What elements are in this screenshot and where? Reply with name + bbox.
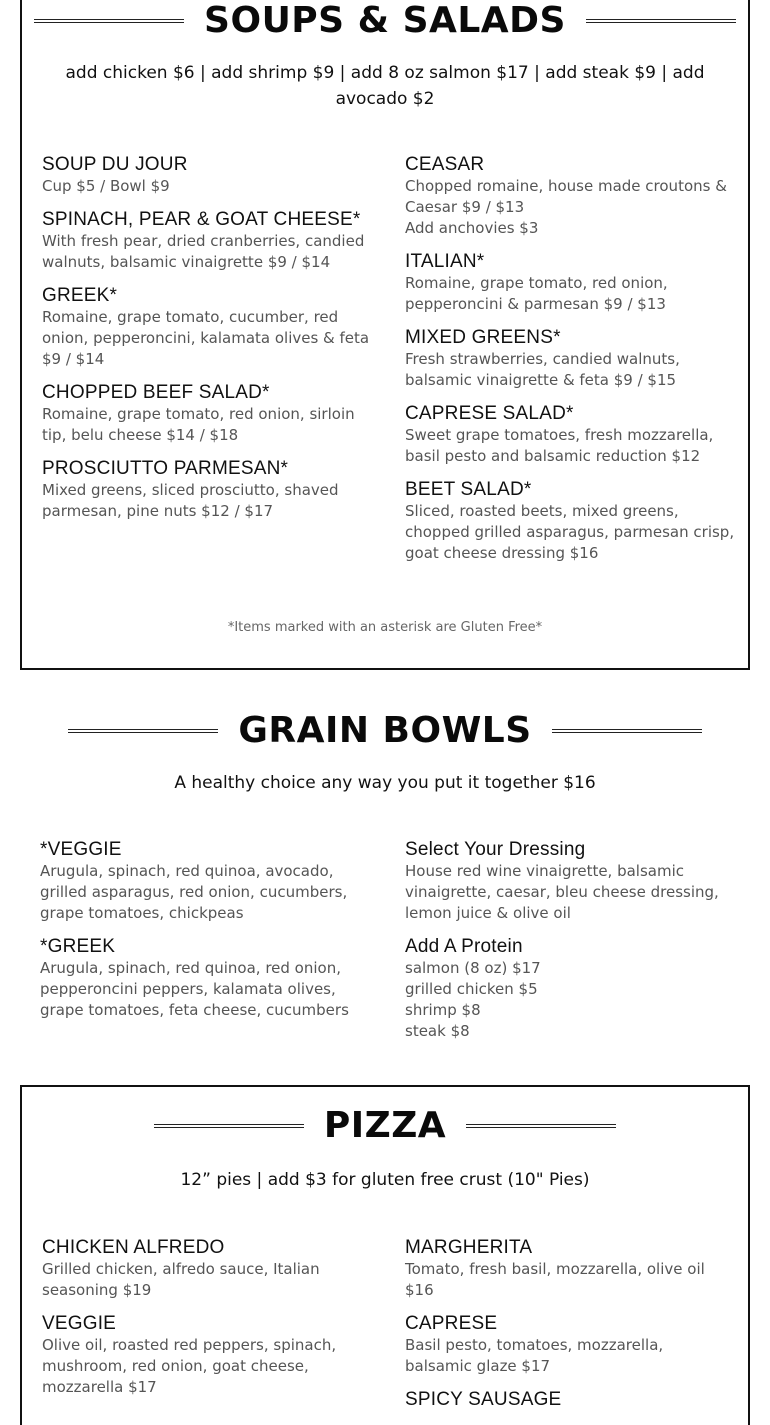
- title-rule-right: [552, 729, 702, 733]
- item-name: Add A Protein: [405, 936, 523, 957]
- menu-item: [405, 1389, 725, 1411]
- menu-item: [42, 285, 372, 370]
- soups-subtitle: add chicken $6 | add shrimp $9 | add 8 oz salmon $17 | add steak $9 | add avocado $2: [65, 63, 705, 109]
- item-name: *VEGGIE: [40, 839, 122, 860]
- item-name: VEGGIE: [42, 1313, 117, 1334]
- menu-item: [42, 1237, 372, 1301]
- item-description: Chopped romaine, house made croutons & Caesar $9 / $13: [405, 177, 727, 216]
- pizza-section: [20, 1085, 750, 1425]
- soups-title: SOUPS & SALADS: [204, 0, 566, 41]
- menu-item: [42, 209, 372, 273]
- title-rule-right: [466, 1124, 616, 1128]
- item-description: Fresh strawberries, candied walnuts, balsamic vinaigrette & feta $9 / $15: [405, 350, 680, 389]
- menu-item: [405, 1313, 725, 1377]
- bowls-right-column: [405, 839, 725, 1054]
- item-description: Grilled chicken, alfredo sauce, Italian seasoning $19: [42, 1260, 320, 1299]
- title-rule-right: [586, 19, 736, 23]
- item-name: CAPRESE: [405, 1313, 498, 1334]
- item-description: Arugula, spinach, red quinoa, red onion, pepperoncini peppers, kalamata olives, grape tomatoes, feta cheese, cucumbers: [40, 959, 349, 1019]
- protein-option: grilled chicken $5: [405, 980, 538, 998]
- item-description: Sweet grape tomatoes, fresh mozzarella, basil pesto and balsamic reduction $12: [405, 426, 714, 465]
- item-name: GREEK*: [42, 285, 118, 306]
- pizza-subtitle: 12” pies | add $3 for gluten free crust (10" Pies): [180, 1170, 590, 1190]
- item-name: CAPRESE SALAD*: [405, 403, 574, 424]
- protein-option: steak $8: [405, 1022, 470, 1040]
- item-description: With fresh pear, dried cranberries, candied walnuts, balsamic vinaigrette $9 / $14: [42, 232, 365, 271]
- item-name: CHICKEN ALFREDO: [42, 1237, 225, 1258]
- item-description: House red wine vinaigrette, balsamic vinaigrette, caesar, bleu cheese dressing, lemon juice & olive oil: [405, 862, 719, 922]
- menu-item: [40, 839, 370, 924]
- menu-item: [405, 839, 725, 924]
- item-name: MARGHERITA: [405, 1237, 533, 1258]
- item-name: CEASAR: [405, 154, 485, 175]
- item-description: Mixed greens, sliced prosciutto, shaved parmesan, pine nuts $12 / $17: [42, 481, 339, 520]
- grain-bowls-section: [20, 700, 750, 1070]
- gluten-free-footnote: *Items marked with an asterisk are Gluten Free*: [227, 620, 543, 635]
- bowls-left-column: [40, 839, 370, 1033]
- title-rule-left: [68, 729, 218, 733]
- menu-item: [405, 251, 735, 315]
- item-name: SOUP DU JOUR: [42, 154, 188, 175]
- item-name: ITALIAN*: [405, 251, 485, 272]
- item-description: Arugula, spinach, red quinoa, avocado, grilled asparagus, red onion, cucumbers, grape tomatoes, chickpeas: [40, 862, 348, 922]
- item-addon: Add anchovies $3: [405, 219, 539, 237]
- item-name: PROSCIUTTO PARMESAN*: [42, 458, 289, 479]
- menu-item: [405, 936, 725, 1042]
- protein-option: salmon (8 oz) $17: [405, 959, 541, 977]
- menu-item: [405, 403, 735, 467]
- menu-item: [405, 479, 735, 564]
- item-name: MIXED GREENS*: [405, 327, 561, 348]
- menu-item: [42, 154, 372, 197]
- item-name: *GREEK: [40, 936, 116, 957]
- pizza-right-column: [405, 1237, 725, 1423]
- soups-salads-section: [20, 0, 750, 670]
- pizza-title-row: [22, 1105, 748, 1146]
- menu-item: [40, 936, 370, 1021]
- menu-item: [42, 382, 372, 446]
- protein-option: shrimp $8: [405, 1001, 481, 1019]
- title-rule-left: [34, 19, 184, 23]
- item-description: Tomato, fresh basil, mozzarella, olive oil $16: [405, 1260, 705, 1299]
- pizza-left-column: [42, 1237, 372, 1410]
- menu-item: [405, 154, 735, 239]
- soups-right-column: [405, 154, 735, 576]
- item-name: BEET SALAD*: [405, 479, 532, 500]
- item-description: Olive oil, roasted red peppers, spinach, mushroom, red onion, goat cheese, mozzarella $17: [42, 1336, 337, 1396]
- item-description: Sliced, roasted beets, mixed greens, chopped grilled asparagus, parmesan crisp, goat cheese dressing $16: [405, 502, 735, 562]
- menu-item: [42, 1313, 372, 1398]
- bowls-subtitle: A healthy choice any way you put it together $16: [174, 773, 596, 793]
- item-description: Basil pesto, tomatoes, mozzarella, balsamic glaze $17: [405, 1336, 664, 1375]
- bowls-title-row: [20, 710, 750, 751]
- item-description: Cup $5 / Bowl $9: [42, 177, 170, 195]
- item-name: SPINACH, PEAR & GOAT CHEESE*: [42, 209, 361, 230]
- item-name: Select Your Dressing: [405, 839, 586, 860]
- title-rule-left: [154, 1124, 304, 1128]
- soups-title-row: [22, 0, 748, 41]
- pizza-title: PIZZA: [323, 1105, 447, 1146]
- item-description: Romaine, grape tomato, red onion, sirloin tip, belu cheese $14 / $18: [42, 405, 355, 444]
- menu-item: [405, 327, 735, 391]
- menu-item: [42, 458, 372, 522]
- item-description: Romaine, grape tomato, cucumber, red onion, pepperoncini, kalamata olives & feta $9 / $14: [42, 308, 370, 368]
- item-description: Romaine, grape tomato, red onion, pepperoncini & parmesan $9 / $13: [405, 274, 668, 313]
- bowls-title: GRAIN BOWLS: [238, 710, 532, 751]
- soups-left-column: [42, 154, 372, 534]
- item-name: CHOPPED BEEF SALAD*: [42, 382, 270, 403]
- item-name: SPICY SAUSAGE: [405, 1389, 562, 1410]
- menu-item: [405, 1237, 725, 1301]
